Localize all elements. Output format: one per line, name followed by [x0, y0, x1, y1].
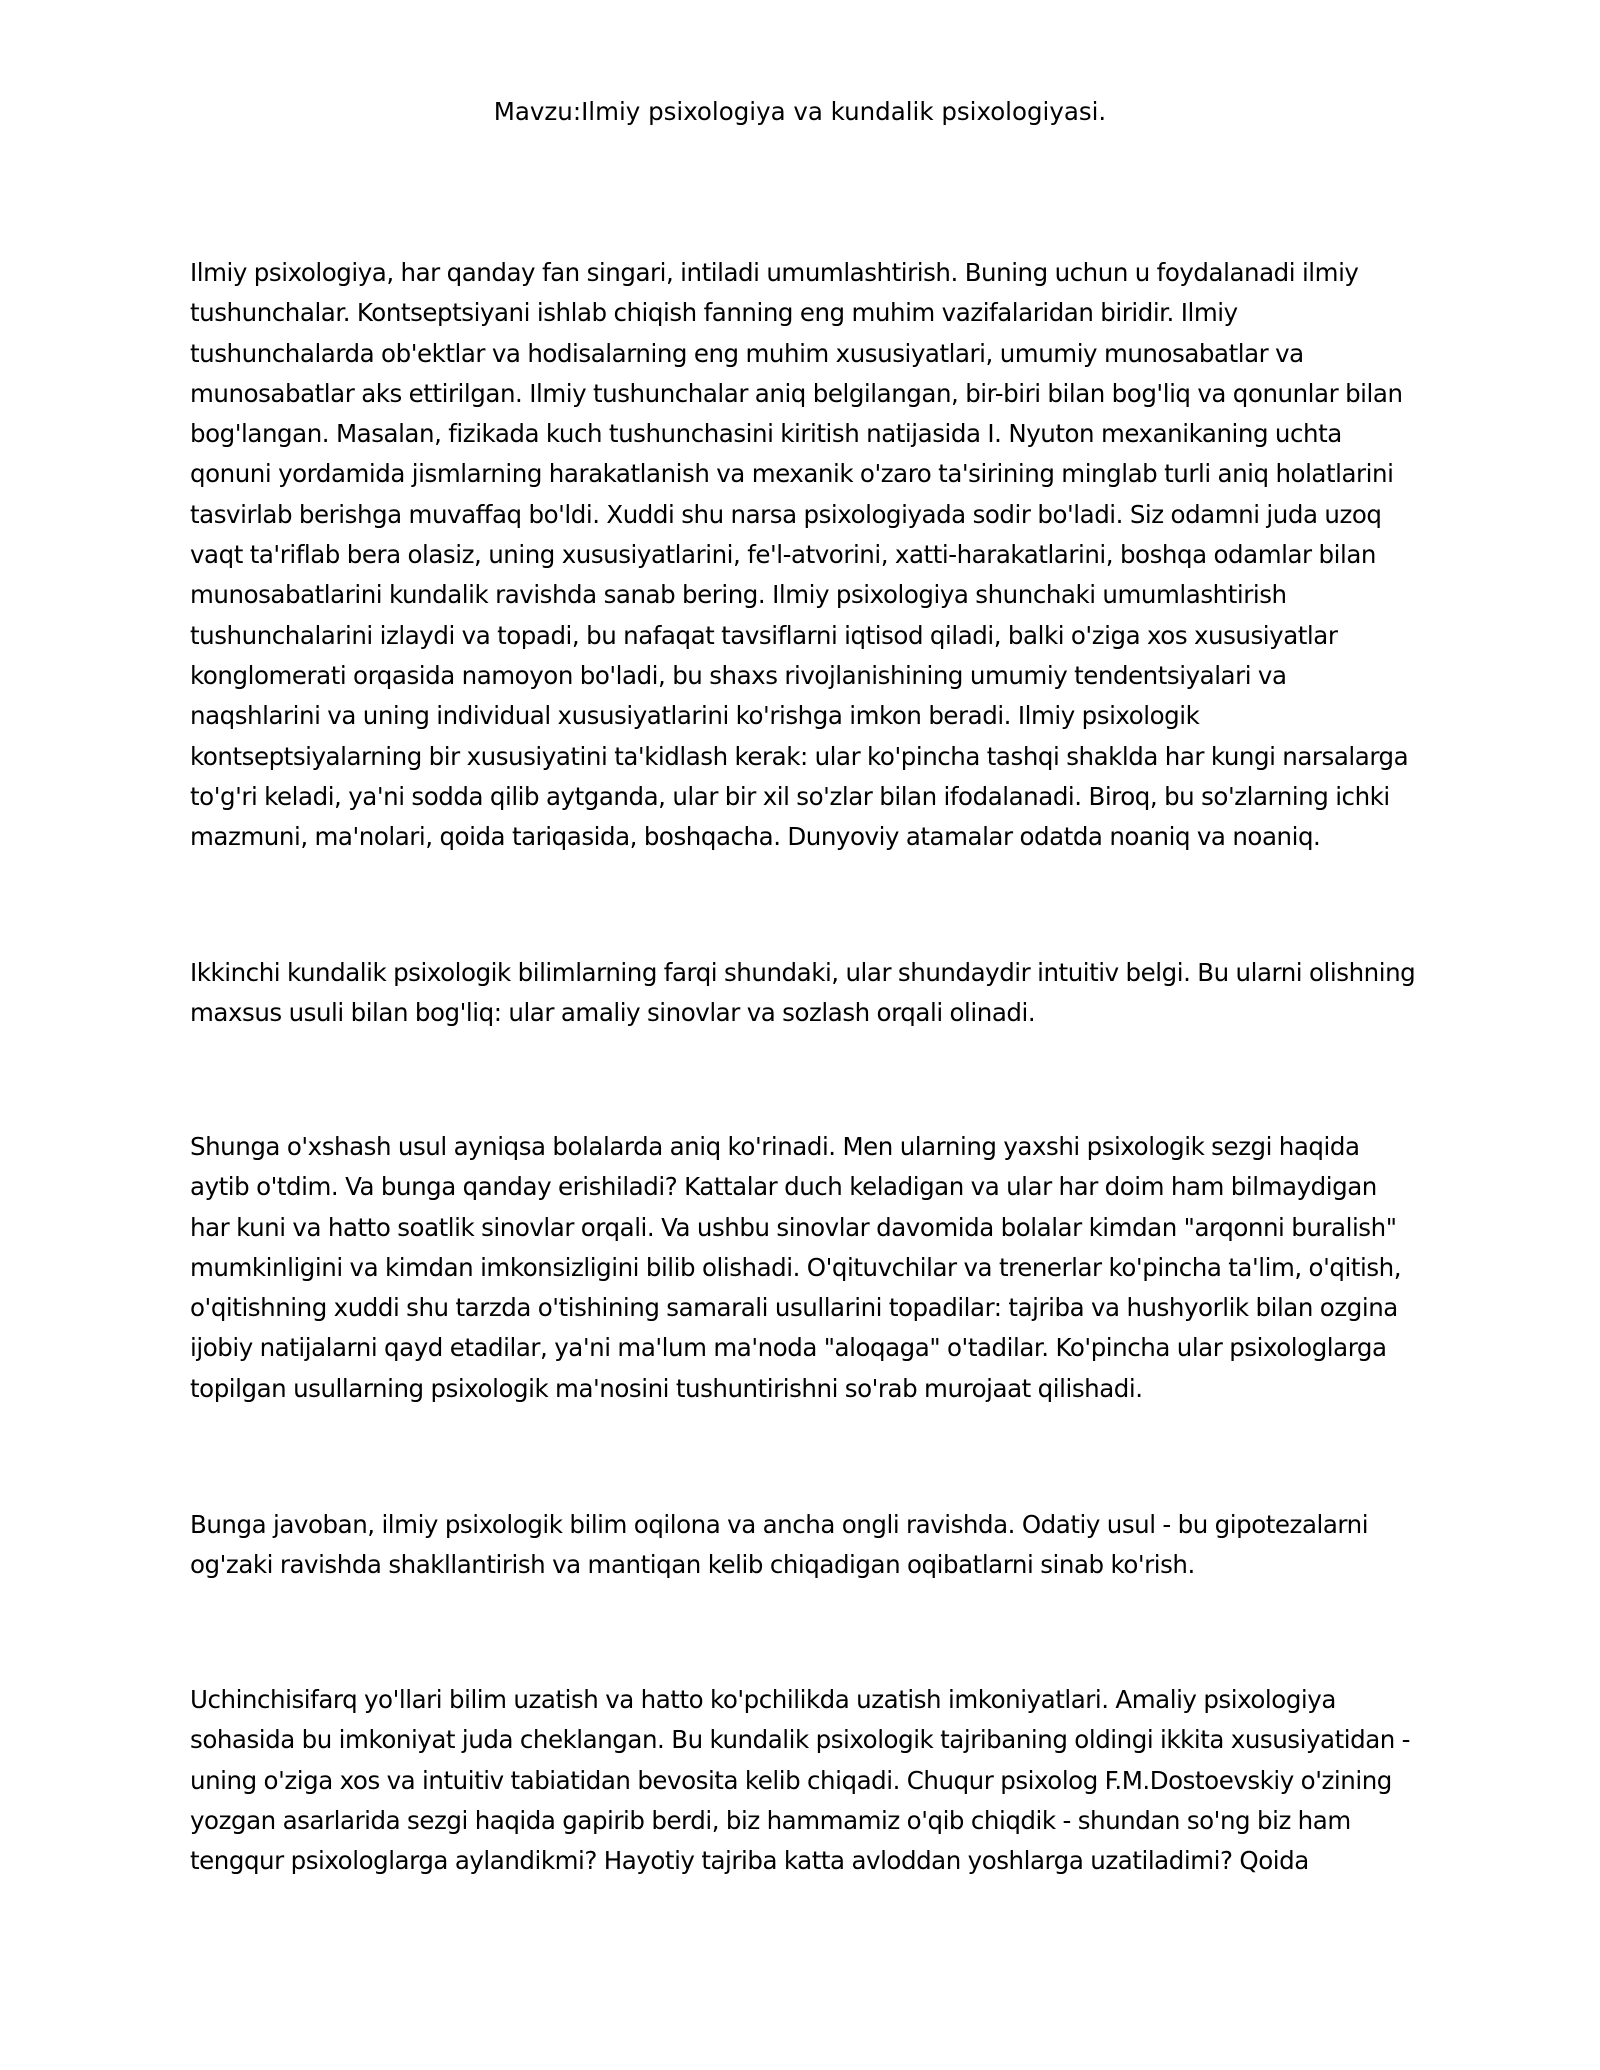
paragraph-5: Uchinchisifarq yo'llari bilim uzatish va hatto ko'pchilikda uzatish imkoniyatlari. Amaliy psixologiya sohasida bu imkoniyat juda cheklangan. Bu kundalik psixologik tajribaning oldingi ikkita xususiyatidan - uning o'ziga xos va intuitiv tabiatidan bevosita kelib chiqadi. Chuqur psixolog F.M.Dostoevskiy o'zining yozgan asarlarida sezgi haqida gapirib berdi, biz hammamiz o'qib chiqdik - shundan so'ng biz ham tengqur psixologlarga aylandikmi? Hayotiy tajriba katta avloddan yoshlarga uzatiladimi? Qoida — [190, 1685, 1411, 1876]
document-title: Mavzu:Ilmiy psixologiya va kundalik psixologiyasi. — [493, 97, 1107, 126]
paragraph-3: Shunga o'xshash usul ayniqsa bolalarda aniq ko'rinadi. Men ularning yaxshi psixologik sezgi haqida aytib o'tdim. Va bunga qanday erishiladi? Kattalar duch keladigan va ular har doim ham bilmaydigan har kuni va hatto soatlik sinovlar orqali. Va ushbu sinovlar davomida bolalar kimdan "arqonni buralish" mumkinligini va kimdan imkonsizligini bilib olishadi. O'qituvchilar va trenerlar ko'pincha ta'lim, o'qitish, o'qitishning xuddi shu tarzda o'tishining samarali usullarini topadilar: tajriba va hushyorlik bilan ozgina ijobiy natijalarni qayd etadilar, ya'ni ma'lum ma'noda "aloqaga" o'tadilar. Ko'pincha ular psixologlarga topilgan usullarning psixologik ma'nosini tushuntirishni so'rab murojaat qilishadi. — [190, 1132, 1402, 1403]
paragraph-1: Ilmiy psixologiya, har qanday fan singari, intiladi umumlashtirish. Buning uchun u foydalanadi ilmiy tushunchalar. Kontseptsiyani ishlab chiqish fanning eng muhim vazifalaridan biridir. Ilmiy tushunchalarda ob'ektlar va hodisalarning eng muhim xususiyatlari, umumiy munosabatlar va munosabatlar aks ettirilgan. Ilmiy tushunchalar aniq belgilangan, bir-biri bilan bog'liq va qonunlar bilan bog'langan. Masalan, fizikada kuch tushunchasini kiritish natijasida I. Nyuton mexanikaning uchta qonuni yordamida jismlarning harakatlanish va mexanik o'zaro ta'sirining minglab turli aniq holatlarini tasvirlab berishga muvaffaq bo'ldi. Xuddi shu narsa psixologiyada sodir bo'ladi. Siz odamni juda uzoq vaqt ta'riflab bera olasiz, uning xususiyatlarini, fe'l-atvorini, xatti-harakatlarini, boshqa odamlar bilan munosabatlarini kundalik ravishda sanab bering. Ilmiy psixologiya shunchaki umumlashtirish tushunchalarini izlaydi va topadi, bu nafaqat tavsiflarni iqtisod qiladi, balki o'ziga xos xususiyatlar konglomerati orqasida namoyon bo'ladi, bu shaxs rivojlanishining umumiy tendentsiyalari va naqshlarini va uning individual xususiyatlarini ko'rishga imkon beradi. Ilmiy psixologik kontseptsiyalarning bir xususiyatini ta'kidlash kerak: ular ko'pincha tashqi shaklda har kungi narsalarga to'g'ri keladi, ya'ni sodda qilib aytganda, ular bir xil so'zlar bilan ifodalanadi. Biroq, bu so'zlarning ichki mazmuni, ma'nolari, qoida tariqasida, boshqacha. Dunyoviy atamalar odatda noaniq va noaniq. — [190, 258, 1409, 852]
paragraph-2: Ikkinchi kundalik psixologik bilimlarning farqi shundaki, ular shundaydir intuitiv belgi. Bu ularni olishning maxsus usuli bilan bog'liq: ular amaliy sinovlar va sozlash orqali olinadi. — [190, 958, 1416, 1028]
paragraph-4: Bunga javoban, ilmiy psixologik bilim oqilona va ancha ongli ravishda. Odatiy usul - bu gipotezalarni og'zaki ravishda shakllantirish va mantiqan kelib chiqadigan oqibatlarni sinab ko'rish. — [190, 1510, 1369, 1580]
